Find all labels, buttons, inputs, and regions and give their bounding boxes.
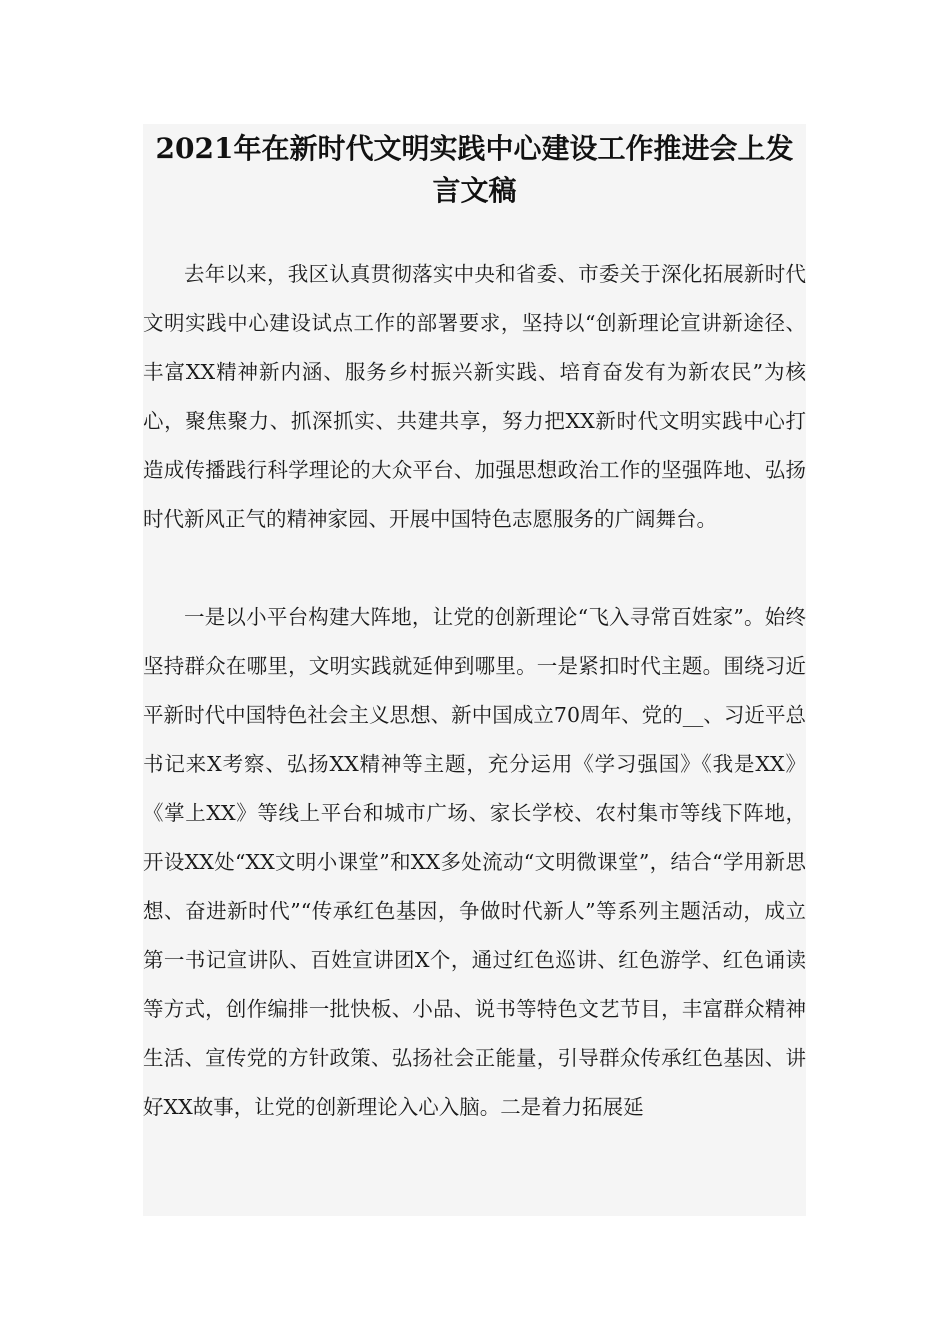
paragraph-2: 一是以小平台构建大阵地，让党的创新理论“飞入寻常百姓家”。始终坚持群众在哪里，文明实践就延伸到哪里。一是紧扣时代主题。围绕习近平新时代中国特色社会主义思想、新中国成立70周年、党的__、习近平总书记来X考察、弘扬XX精神等主题，充分运用《学习强国》《我是XX》《掌上XX》等线上平台和城市广场、家长学校、农村集市等线下阵地，开设XX处“XX文明小课堂”和XX多处流动“文明微课堂”，结合“学用新思想、奋进新时代”“传承红色基因，争做时代新人”等系列主题活动，成立第一书记宣讲队、百姓宣讲团X个，通过红色巡讲、红色游学、红色诵读等方式，创作编排一批快板、小品、说书等特色文艺节目，丰富群众精神生活、宣传党的方针政策、弘扬社会正能量，引导群众传承红色基因、讲好XX故事，让党的创新理论入心入脑。二是着力拓展延 <box>143 605 806 1119</box>
paragraph-1: 去年以来，我区认真贯彻落实中央和省委、市委关于深化拓展新时代文明实践中心建设试点工作的部署要求，坚持以“创新理论宣讲新途径、丰富XX精神新内涵、服务乡村振兴新实践、培育奋发有为新农民”为核心，聚焦聚力、抓深抓实、共建共享，努力把XX新时代文明实践中心打造成传播践行科学理论的大众平台、加强思想政治工作的坚强阵地、弘扬时代新风正气的精神家园、开展中国特色志愿服务的广阔舞台。 <box>143 262 806 531</box>
document-title: 2021年在新时代文明实践中心建设工作推进会上发言文稿 <box>155 132 794 207</box>
document-body <box>143 250 806 1132</box>
